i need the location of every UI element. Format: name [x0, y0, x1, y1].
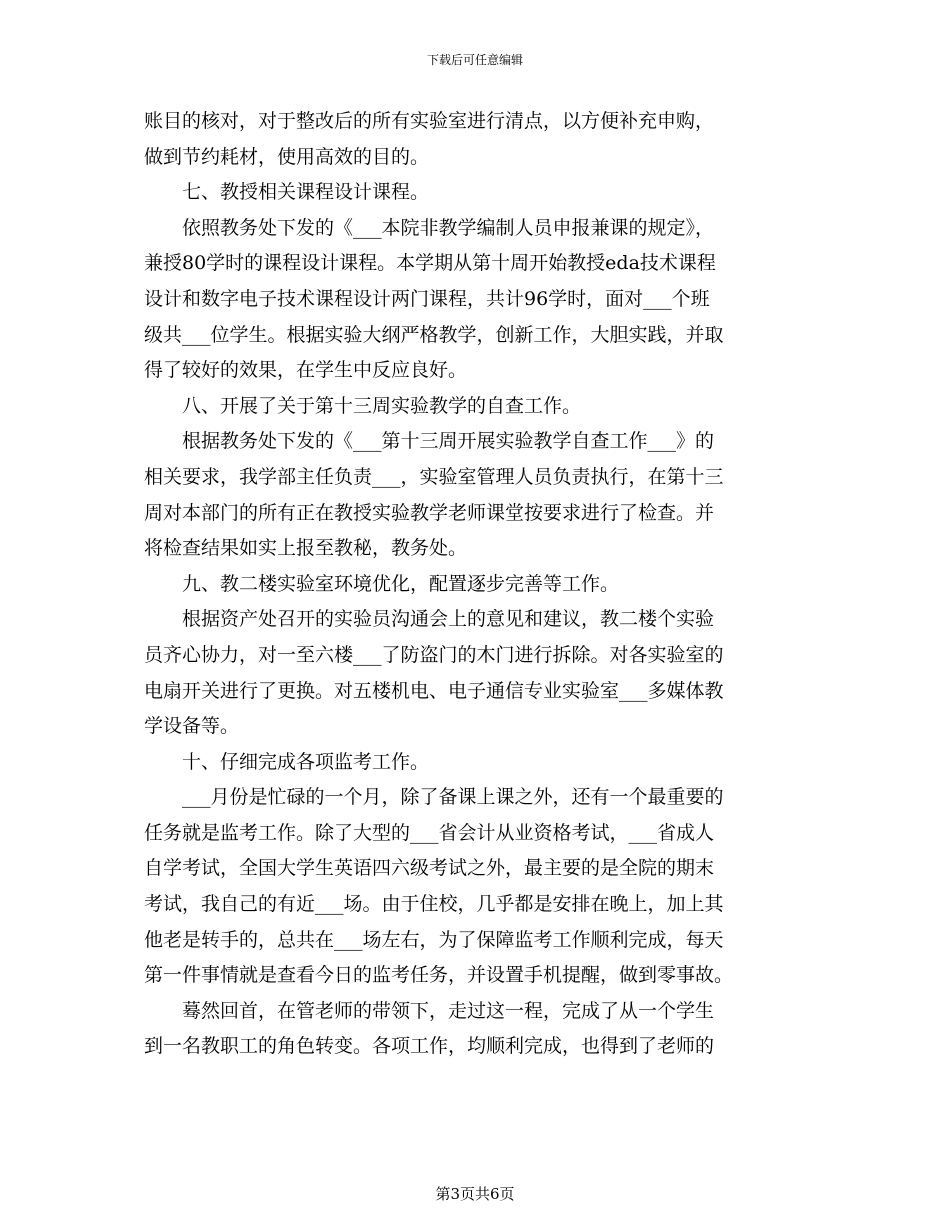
text-line: 考试，我自己的有近___场。由于住校，几乎都是安排在晚上，加上其 [144, 893, 724, 916]
section-heading: 八、开展了关于第十三周实验教学的自查工作。 [144, 394, 582, 417]
section-heading: 九、教二楼实验室环境优化，配置逐步完善等工作。 [144, 572, 620, 595]
text-line: 蓦然回首，在管老师的带领下，走过这一程，完成了从一个学生 [144, 999, 715, 1022]
document-body [144, 104, 814, 1065]
text-line: 他老是转手的，总共在___场左右，为了保障监考工作顺利完成，每天 [144, 928, 724, 951]
text-line: 学设备等。 [144, 715, 240, 738]
text-line: 电扇开关进行了更换。对五楼机电、电子通信专业实验室___多媒体教 [144, 679, 724, 702]
section-heading: 十、仔细完成各项监考工作。 [144, 750, 430, 773]
section-heading: 七、教授相关课程设计课程。 [144, 181, 430, 204]
text-line: 员齐心协力，对一至六楼___了防盗门的木门进行拆除。对各实验室的 [144, 643, 724, 666]
text-line: 周对本部门的所有正在教授实验教学老师课堂按要求进行了检查。并 [144, 501, 715, 524]
text-line: 账目的核对，对于整改后的所有实验室进行清点，以方便补充申购， [144, 110, 715, 132]
text-line: 得了较好的效果，在学生中反应良好。 [144, 359, 468, 382]
text-line: 任务就是监考工作。除了大型的___省会计从业资格考试，___省成人 [144, 821, 715, 844]
text-line: 将检查结果如实上报至教秘，教务处。 [144, 537, 468, 560]
text-line: 兼授80学时的课程设计课程。本学期从第十周开始教授eda技术课程 [144, 252, 716, 275]
page-number: 第3页共6页 [435, 1185, 515, 1203]
text-line: 设计和数字电子技术课程设计两门课程，共计96学时，面对___个班 [144, 287, 710, 310]
page-header: 下载后可任意编辑 [426, 53, 523, 67]
text-line: ___月份是忙碌的一个月，除了备课上课之外，还有一个最重要的 [144, 786, 724, 809]
text-line: 自学考试，全国大学生英语四六级考试之外，最主要的是全院的期末 [144, 857, 715, 880]
text-line: 依照教务处下发的《___本院非教学编制人员申报兼课的规定》， [144, 216, 715, 239]
text-line: 做到节约耗材，使用高效的目的。 [144, 145, 430, 168]
text-line: 相关要求，我学部主任负责___，实验室管理人员负责执行，在第十三 [144, 465, 724, 488]
text-line: 根据资产处召开的实验员沟通会上的意见和建议，教二楼个实验 [144, 608, 715, 631]
text-line: 第一件事情就是查看今日的监考任务，并设置手机提醒，做到零事故。 [144, 964, 734, 987]
text-line: 到一名教职工的角色转变。各项工作，均顺利完成，也得到了老师的 [144, 1035, 715, 1058]
text-line: 级共___位学生。根据实验大纲严格教学，创新工作，大胆实践，并取 [144, 323, 724, 346]
text-line: 根据教务处下发的《___第十三周开展实验教学自查工作___》的 [144, 430, 715, 453]
